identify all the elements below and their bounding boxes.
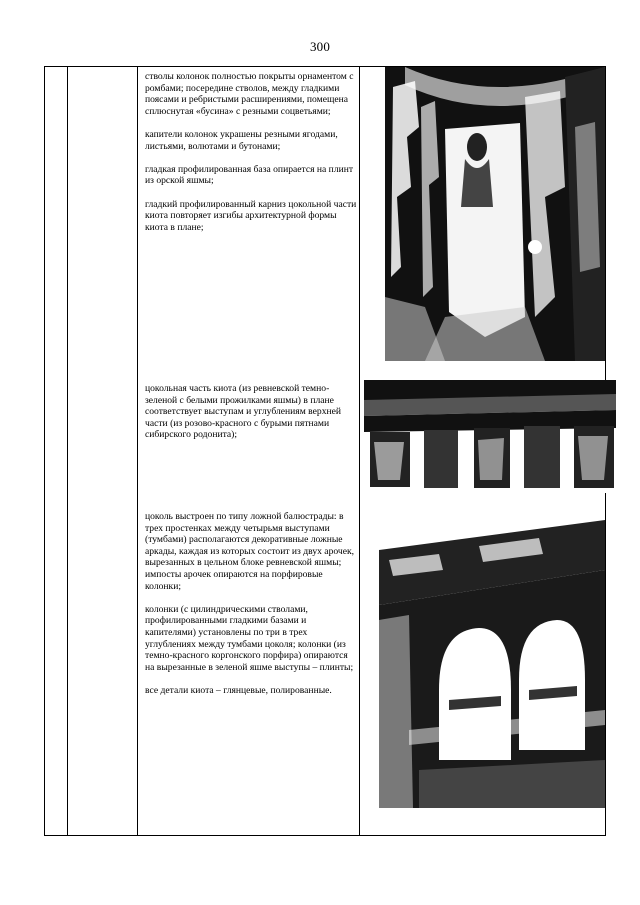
- section-3-text: [145, 511, 357, 697]
- paragraph: цоколь выстроен по типу ложной балюстрады: в трех простенках между четырьмя выступами (тумбами) располагаются декоративные ложные аркады, каждая из которых состоит из двух арочек, вырезанных в цельном блоке ревневской яшмы; импосты арочек опираются на порфировые колонки;: [145, 511, 355, 592]
- kiot-base-photo-image: [364, 380, 616, 493]
- kiot-base-photo: [364, 380, 616, 493]
- paragraph: капители колонок украшены резными ягодами, листьями, волютами и бутонами;: [145, 128, 338, 152]
- kiot-photo-1: [385, 67, 605, 361]
- paragraph: колонки (с цилиндрическими стволами, профилированными гладкими базами и капителями) установлены по три в трех углублениях между тумбами цоколя; колонки (из темно-красного коргонского порфира) опираются на вырезанные в зеленой яшме выступы – плинты;: [145, 603, 354, 673]
- kiot-photo-1-image: [385, 67, 605, 361]
- paragraph: цокольная часть киота (из ревневской темно-зеленой с белыми прожилками яшмы) в плане соответствует выступам и углублениям верхней части (из розово-красного с бурыми пятнами сибирского родонита);: [145, 383, 342, 441]
- page-number: 300: [309, 39, 331, 54]
- arcade-photo-image: [379, 510, 605, 808]
- paragraph: гладкий профилированный карниз цокольной части киота повторяет изгибы архитектурной формы киота в плане;: [145, 198, 357, 233]
- section-1-text: [145, 71, 357, 233]
- paragraph: гладкая профилированная база опирается на плинт из орской яшмы;: [145, 163, 354, 187]
- paragraph: стволы колонок полностью покрыты орнаментом с ромбами; посередине стволов, между гладкими поясами и ребристыми расширениями, помещена сплюснутая «бусина» с резными соцветьями;: [145, 71, 354, 117]
- section-2-text: [145, 383, 357, 441]
- column-divider: [67, 67, 68, 835]
- column-divider: [137, 67, 138, 835]
- arcade-photo: [379, 510, 605, 808]
- paragraph: все детали киота – глянцевые, полированные.: [145, 684, 332, 696]
- column-divider: [359, 67, 360, 835]
